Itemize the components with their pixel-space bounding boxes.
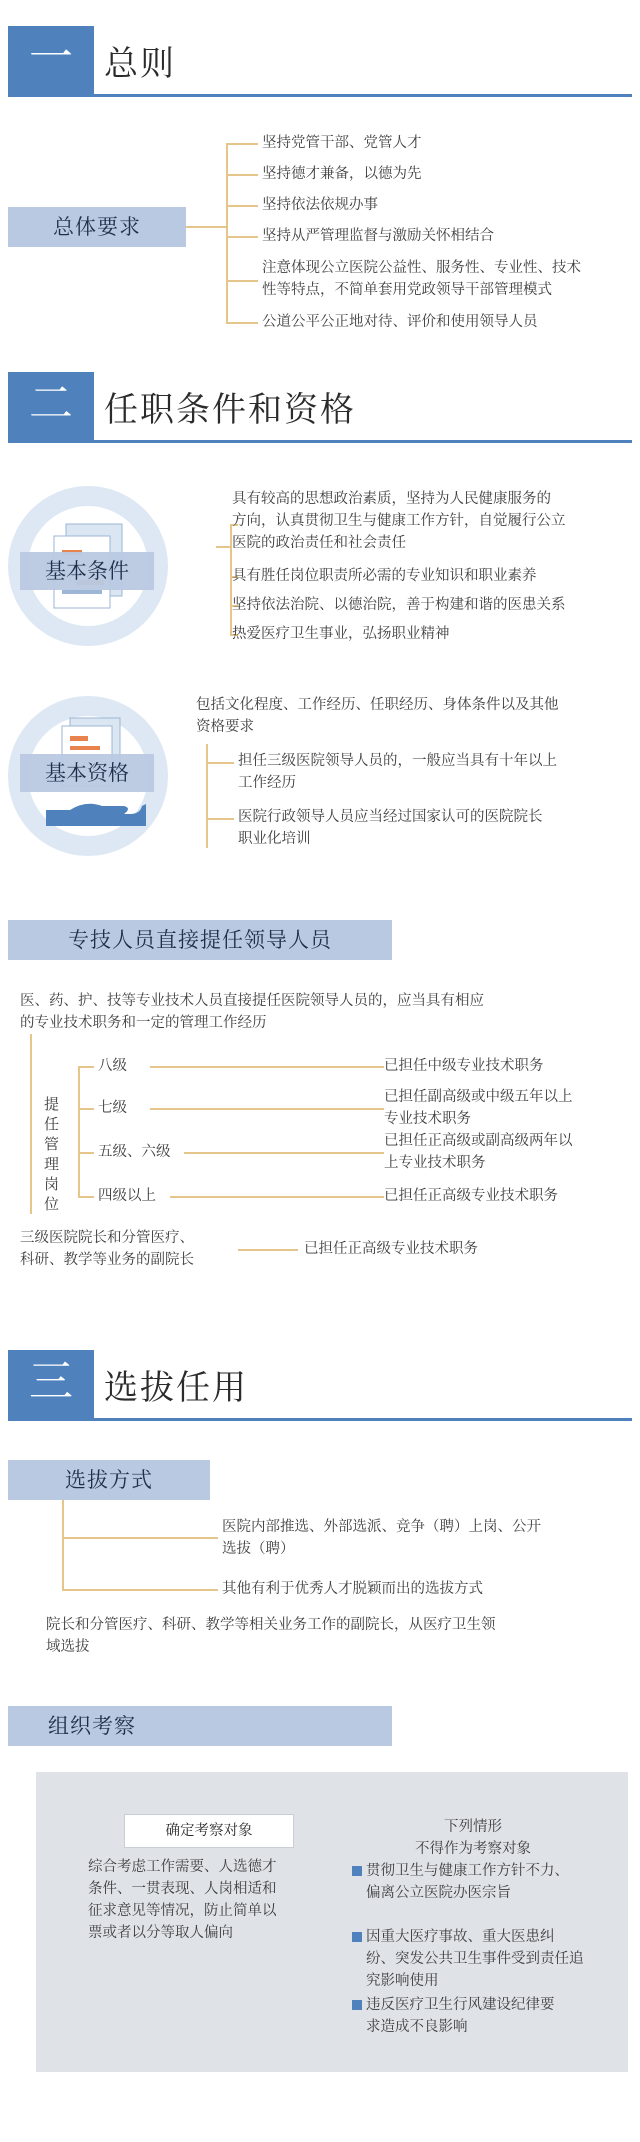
connector: [226, 205, 258, 207]
list-item: 因重大医疗事故、重大医患纠 纷、突发公共卫生事件受到责任追 究影响使用: [366, 1929, 584, 1989]
topic-label: 组织考察: [8, 1706, 392, 1746]
connector: [206, 762, 234, 764]
specialist-intro: 医、药、护、技等专业技术人员直接提任医院领导人员的，应当具有相应 的专业技术职务和一定的管理工作经历: [20, 993, 484, 1031]
level-requirement: 已担任副高级或中级五年以上 专业技术职务: [384, 1089, 573, 1127]
section-number: 一: [8, 26, 94, 94]
topic-label: 基本条件: [20, 552, 154, 590]
list-item: 其他有利于优秀人才脱颖而出的选拔方式: [222, 1581, 483, 1597]
president-requirement-label: 三级医院院长和分管医疗、 科研、教学等业务的副院长: [20, 1230, 194, 1268]
list-item: 坚持依法依规办事: [262, 197, 378, 213]
president-requirement: 已担任正高级专业技术职务: [304, 1241, 478, 1257]
list-item: 坚持德才兼备，以德为先: [262, 166, 422, 182]
connector: [62, 1537, 218, 1539]
bullet-icon: [352, 1866, 362, 1876]
connector: [238, 1249, 298, 1251]
section-divider: [8, 94, 632, 97]
list-item: 坚持从严管理监督与激励关怀相结合: [262, 228, 494, 244]
connector: [150, 1108, 384, 1110]
connector: [78, 1066, 80, 1198]
connector: [62, 1500, 64, 1590]
section-title: 任职条件和资格: [104, 390, 356, 430]
connector: [78, 1108, 94, 1110]
connector: [226, 174, 258, 176]
connector: [30, 1034, 32, 1214]
list-item: 贯彻卫生与健康工作方针不力、 偏离公立医院办医宗旨: [366, 1863, 569, 1901]
connector: [226, 143, 228, 323]
connector: [78, 1152, 94, 1154]
connector: [226, 280, 258, 282]
topic-label: 基本资格: [20, 754, 154, 792]
connector: [150, 1066, 384, 1068]
section-title: 总则: [104, 44, 176, 84]
list-item: 医院内部推选、外部选派、竞争（聘）上岗、公开 选拔（聘）: [222, 1519, 541, 1557]
inspection-left-text: 综合考虑工作需要、人选德才 条件、一贯表现、人岗相适和 征求意见等情况，防止简单以 票或者以分等取人偏向: [88, 1859, 277, 1941]
connector: [226, 322, 258, 324]
topic-label: 总体要求: [8, 207, 186, 247]
topic-label: 专技人员直接提任领导人员: [8, 920, 392, 960]
connector: [226, 143, 258, 145]
connector: [170, 1196, 384, 1198]
list-item: 注意体现公立医院公益性、服务性、专业性、技术 性等特点，不简单套用党政领导干部管理模式: [262, 260, 581, 298]
level-label: 八级: [98, 1058, 127, 1074]
level-requirement: 已担任中级专业技术职务: [384, 1058, 544, 1074]
connector: [78, 1196, 94, 1198]
list-item: 坚持依法治院、以德治院，善于构建和谐的医患关系: [232, 597, 566, 613]
connector: [186, 226, 226, 228]
topic-label: 选拔方式: [8, 1460, 210, 1500]
level-requirement: 已担任正高级专业技术职务: [384, 1188, 558, 1204]
section-number: 三: [8, 1350, 94, 1418]
inspection-right-title: 下列情形 不得作为考察对象: [415, 1819, 531, 1857]
bullet-icon: [352, 2000, 362, 2010]
card-title: 确定考察对象: [124, 1814, 294, 1848]
connector: [206, 818, 234, 820]
connector: [216, 546, 230, 548]
vertical-label: 提任管理岗位: [44, 1095, 60, 1213]
connector: [78, 1066, 94, 1068]
list-item: 坚持党管干部、党管人才: [262, 135, 422, 151]
level-label: 五级、六级: [98, 1144, 171, 1160]
list-item: 违反医疗卫生行风建设纪律要 求造成不良影响: [366, 1997, 555, 2035]
list-item: 担任三级医院领导人员的，一般应当具有十年以上 工作经历: [238, 753, 557, 791]
level-requirement: 已担任正高级或副高级两年以 上专业技术职务: [384, 1133, 573, 1171]
level-label: 七级: [98, 1100, 127, 1116]
connector: [226, 236, 258, 238]
list-item: 公道公平公正地对待、评价和使用领导人员: [262, 314, 538, 330]
section-number: 二: [8, 372, 94, 440]
list-item: 具有较高的思想政治素质，坚持为人民健康服务的 方向，认真贯彻卫生与健康工作方针，自觉履行公立 医院的政治责任和社会责任: [232, 491, 566, 551]
qualification-intro: 包括文化程度、工作经历、任职经历、身体条件以及其他 资格要求: [196, 697, 559, 735]
connector: [62, 1589, 218, 1591]
level-label: 四级以上: [98, 1188, 156, 1204]
section-divider: [8, 440, 632, 443]
list-item: 医院行政领导人员应当经过国家认可的医院院长 职业化培训: [238, 809, 543, 847]
list-item: 热爱医疗卫生事业，弘扬职业精神: [232, 626, 450, 642]
bullet-icon: [352, 1932, 362, 1942]
list-item: 具有胜任岗位职责所必需的专业知识和职业素养: [232, 568, 537, 584]
connector: [206, 744, 208, 848]
selection-note: 院长和分管医疗、科研、教学等相关业务工作的副院长，从医疗卫生领 域选拔: [46, 1617, 496, 1655]
section-divider: [8, 1418, 632, 1421]
connector: [184, 1152, 384, 1154]
section-title: 选拔任用: [104, 1368, 248, 1408]
